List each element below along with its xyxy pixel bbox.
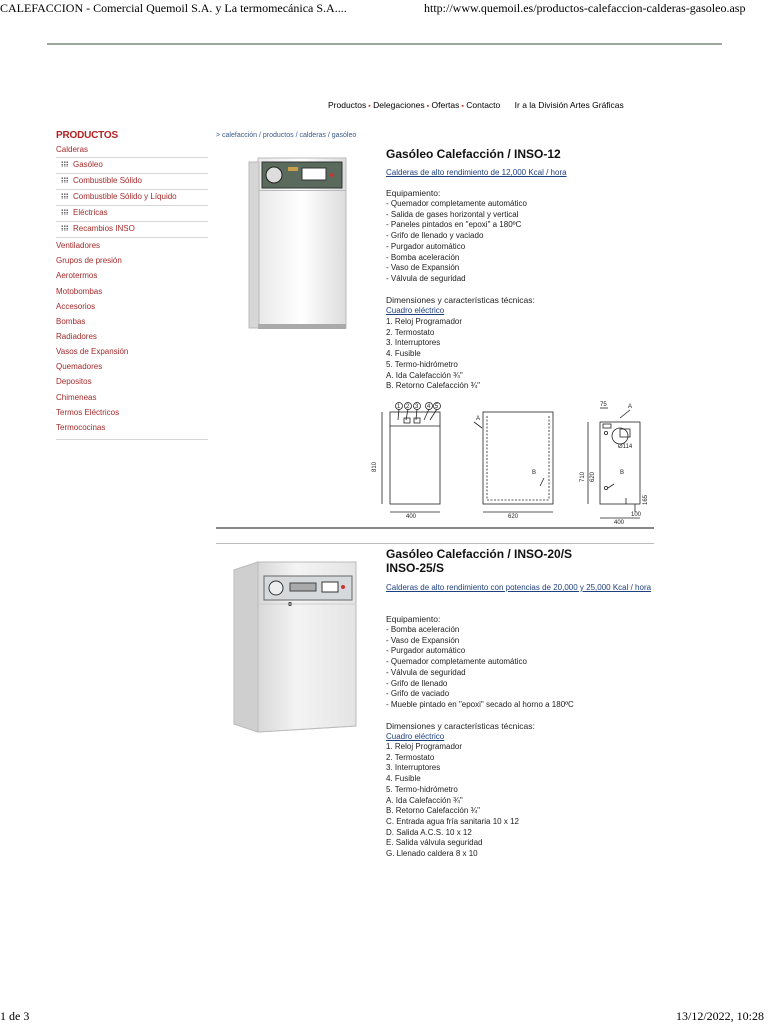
sidebar-item-bombas[interactable]: Bombas — [56, 317, 86, 326]
spec-item: 3. Interruptores — [386, 338, 441, 348]
sidebar-subitem-combustible-solido-liquido[interactable] — [56, 190, 208, 206]
spec-item: C. Entrada agua fría sanitaria 10 x 12 — [386, 816, 519, 826]
equipment-item: - Válvula de seguridad — [386, 667, 466, 677]
nav-separator: ▪ — [461, 103, 464, 110]
spec-item: 4. Fusible — [386, 349, 421, 359]
dimensions-label: Dimensiones y características técnicas: — [386, 295, 535, 305]
drawing-dimension: 810 — [372, 461, 378, 472]
sidebar-subitem-combustible-solido[interactable] — [56, 174, 208, 190]
sidebar-item-grupos-presion[interactable]: Grupos de presión — [56, 256, 122, 265]
equipment-item: - Mueble pintado en "epoxi" secado al horno a 180ºC — [386, 699, 574, 709]
spec-item: A. Ida Calefacción ¾" — [386, 795, 463, 805]
cuadro-electrico-label[interactable]: Cuadro eléctrico — [386, 306, 445, 315]
equipment-item: - Grifo de llenado y vaciado — [386, 231, 484, 241]
nav-artes-graficas[interactable]: Ir a la División Artes Gráficas — [514, 100, 624, 110]
nav-separator: ▪ — [368, 103, 371, 110]
equipment-item: - Grifo de vaciado — [386, 689, 450, 699]
equipment-item: - Purgador automático — [386, 646, 466, 656]
grid-bullet-icon — [61, 177, 68, 183]
sidebar-item-quemadores[interactable]: Quemadores — [56, 362, 103, 371]
drawing-label: A — [476, 416, 481, 422]
nav-ofertas[interactable]: Ofertas — [431, 100, 460, 110]
sidebar-item-aerotermos[interactable]: Aerotermos — [56, 271, 98, 280]
spec-item: 5. Termo-hidrómetro — [386, 359, 458, 369]
section-divider — [216, 527, 654, 529]
equipment-item: - Purgador automático — [386, 241, 466, 251]
header-rule — [47, 43, 722, 45]
spec-item: 1. Reloj Programador — [386, 317, 463, 326]
drawing-marker: 3 — [415, 404, 419, 410]
sidebar-divider — [56, 439, 208, 440]
drawing-label: B — [532, 470, 537, 476]
print-page-number: 1 de 3 — [0, 1009, 30, 1023]
drawing-label: A — [628, 404, 633, 410]
equipment-item: - Paneles pintados en "epoxi" a 180ºC — [386, 220, 522, 230]
sidebar-item-motobombas[interactable]: Motobombas — [56, 287, 103, 296]
nav-separator: ▪ — [426, 103, 430, 110]
sidebar-item-termococinas[interactable]: Termococinas — [56, 423, 106, 432]
dimensions-label: Dimensiones y características técnicas: — [386, 721, 535, 731]
sidebar-item-vasos-expansion[interactable]: Vasos de Expansión — [56, 347, 129, 356]
breadcrumb[interactable]: > calefacción / productos / calderas / gasóleo — [216, 132, 357, 139]
product-title: Gasóleo Calefacción / INSO-20/S — [386, 547, 573, 561]
spec-item: 5. Termo-hidrómetro — [386, 784, 458, 794]
drawing-dimension: 710 — [580, 471, 586, 482]
sidebar-item-depositos[interactable]: Depositos — [56, 377, 92, 386]
product-subtitle-link[interactable]: Calderas de alto rendimiento con potencias de 20,000 y 25,000 Kcal / hora — [386, 583, 652, 592]
drawing-dimension: 165 — [643, 494, 649, 505]
grid-bullet-icon — [61, 193, 68, 199]
sidebar-item-calderas[interactable]: Calderas — [56, 145, 89, 154]
sidebar-item-radiadores[interactable]: Radiadores — [56, 332, 97, 341]
section-divider — [216, 543, 654, 544]
print-url: http://www.quemoil.es/productos-calefaccion-calderas-gasoleo.asp — [424, 1, 746, 15]
nav-productos[interactable]: Productos — [328, 100, 367, 110]
nav-delegaciones[interactable]: Delegaciones — [373, 100, 425, 110]
sidebar-subitem-electricas[interactable] — [56, 206, 208, 222]
drawing-label: B — [620, 470, 625, 476]
grid-bullet-icon — [61, 209, 68, 215]
product-title-secondary: INSO-25/S — [386, 561, 445, 575]
drawing-marker: 2 — [406, 404, 410, 410]
sidebar-subitem-label: Eléctricas — [73, 208, 108, 217]
equipment-item: - Bomba aceleración — [386, 625, 460, 634]
spec-item: E. Salida válvula seguridad — [386, 838, 483, 848]
specs-list — [386, 317, 480, 392]
spec-item: B. Retorno Calefacción ¾" — [386, 806, 480, 816]
drawing-marker: 5 — [435, 404, 439, 410]
equipment-item: - Vaso de Expansión — [386, 635, 460, 645]
sidebar-item-ventiladores[interactable]: Ventiladores — [56, 241, 101, 250]
equipment-label: Equipamiento: — [386, 188, 441, 198]
drawing-dimension: 620 — [508, 514, 519, 520]
print-title: CALEFACCION - Comercial Quemoil S.A. y La termomecánica S.A.... — [0, 1, 347, 15]
sidebar-subitem-recambios-inso[interactable] — [56, 222, 208, 238]
spec-item: G. Llenado caldera 8 x 10 — [386, 849, 478, 859]
drawing-dimension: 400 — [614, 520, 625, 526]
equipment-list — [386, 199, 527, 285]
grid-bullet-icon — [61, 225, 68, 231]
drawing-dimension: 400 — [406, 514, 417, 520]
product-title: Gasóleo Calefacción / INSO-12 — [386, 147, 561, 161]
spec-item: D. Salida A.C.S. 10 x 12 — [386, 827, 472, 837]
spec-item: B. Retorno Calefacción ¾" — [386, 381, 480, 391]
sidebar-subitem-label: Combustible Sólido — [73, 176, 142, 185]
equipment-list — [386, 625, 574, 711]
drawing-marker: 1 — [397, 404, 401, 410]
drawing-marker: 4 — [427, 404, 431, 410]
sidebar-subitem-label: Combustible Sólido y Líquido — [73, 192, 177, 201]
spec-item: 2. Termostato — [386, 752, 435, 762]
spec-item: 2. Termostato — [386, 327, 435, 337]
cuadro-electrico-label[interactable]: Cuadro eléctrico — [386, 732, 445, 741]
drawing-dimension: 620 — [590, 471, 596, 482]
product-subtitle-link[interactable]: Calderas de alto rendimiento de 12,000 Kcal / hora — [386, 168, 567, 177]
top-nav — [328, 100, 624, 110]
nav-contacto[interactable]: Contacto — [466, 100, 501, 110]
drawing-dimension: 75 — [600, 402, 607, 408]
spec-item: 3. Interruptores — [386, 763, 441, 773]
sidebar-item-chimeneas[interactable]: Chimeneas — [56, 393, 97, 402]
equipment-item: - Quemador completamente automático — [386, 199, 527, 208]
grid-bullet-icon — [61, 161, 68, 167]
sidebar-item-termos-electricos[interactable]: Termos Eléctricos — [56, 408, 120, 417]
sidebar-title: PRODUCTOS — [56, 130, 118, 141]
equipment-item: - Quemador completamente automático — [386, 657, 527, 667]
sidebar-item-accesorios[interactable]: Accesorios — [56, 302, 96, 311]
spec-item: 4. Fusible — [386, 774, 421, 784]
product-image-inso-12 — [244, 154, 352, 334]
equipment-item: - Grifo de llenado — [386, 678, 448, 688]
sidebar-subitem-label: Gasóleo — [73, 160, 103, 169]
equipment-item: - Salida de gases horizontal y vertical — [386, 209, 519, 219]
print-datetime: 13/12/2022, 10:28 — [676, 1009, 765, 1023]
drawing-dimension: Ø114 — [618, 444, 633, 450]
spec-item: 1. Reloj Programador — [386, 742, 463, 751]
spec-item: A. Ida Calefacción ¾" — [386, 370, 463, 380]
equipment-item: - Válvula de seguridad — [386, 273, 466, 283]
drawing-dimension: 100 — [631, 512, 642, 518]
sidebar-subitem-gasoleo[interactable] — [56, 158, 208, 174]
specs-list — [386, 742, 519, 860]
product-image-inso-20s — [228, 556, 358, 741]
equipment-item: - Vaso de Expansión — [386, 263, 460, 273]
sidebar-subitem-label: Recambios INSO — [73, 224, 135, 233]
technical-drawing-inso-12 — [368, 398, 658, 528]
equipment-item: - Bomba aceleración — [386, 252, 460, 262]
equipment-label: Equipamiento: — [386, 614, 441, 624]
